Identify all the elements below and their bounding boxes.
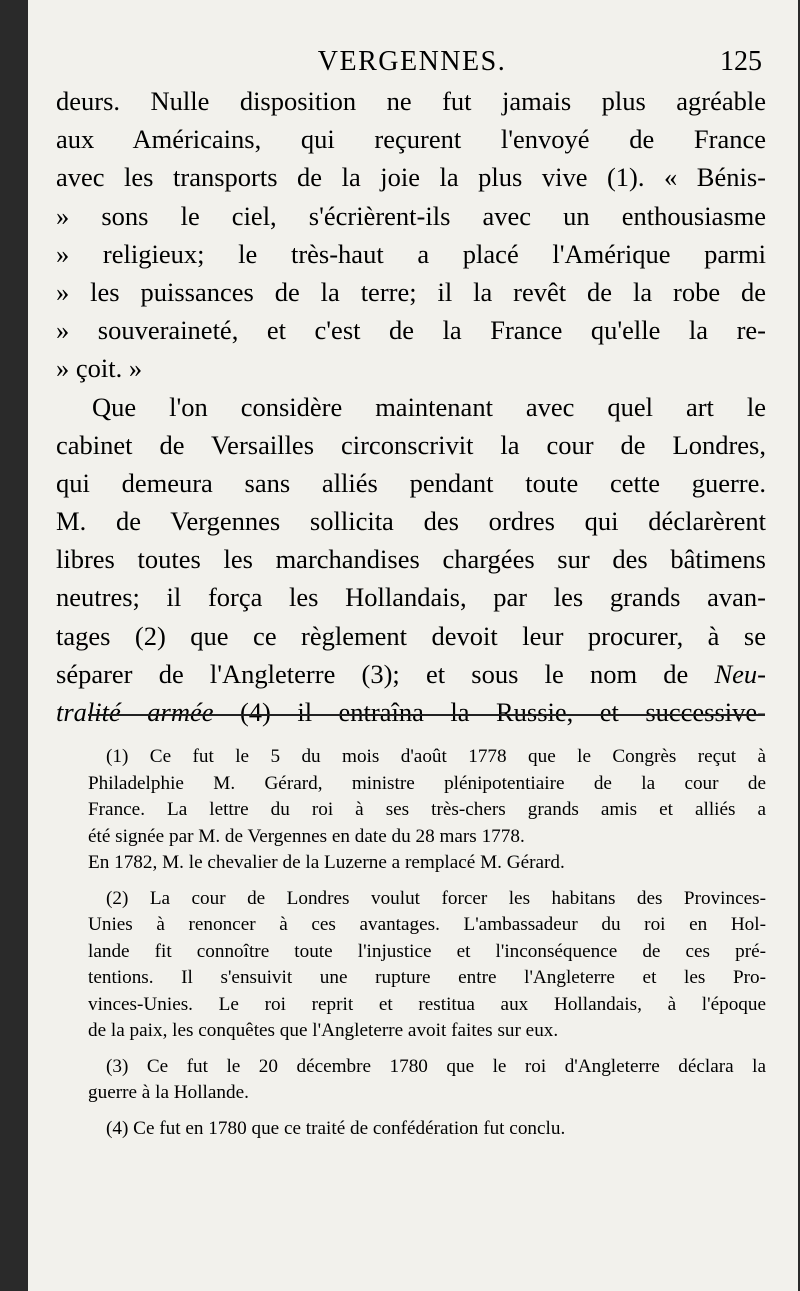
text-line: Que l'on considère maintenant avec quel art le xyxy=(92,391,766,422)
main-text xyxy=(56,82,766,731)
footnote-3 xyxy=(88,1054,766,1107)
footnote-line: (3) Ce fut le 20 décembre 1780 que le roi d'Angleterre déclara la xyxy=(106,1055,766,1077)
running-head-title: VERGENNES. xyxy=(317,46,507,77)
text-line: libres toutes les marchandises chargées sur des bâtimens xyxy=(56,544,766,575)
text-line: tages (2) que ce règlement devoit leur procurer, à se xyxy=(56,620,766,651)
text-line xyxy=(56,655,766,693)
footnote-line: France. La lettre du roi à ses très-chers grands amis et alliés a xyxy=(88,799,766,820)
footnote-4 xyxy=(88,1116,766,1143)
running-header xyxy=(56,46,768,80)
footnote-line: guerre à la Hollande. xyxy=(88,1082,249,1103)
text-line: » les puissances de la terre; il la revêt de la robe de xyxy=(56,276,766,307)
text-line: M. de Vergennes sollicita des ordres qui déclarèrent xyxy=(56,506,766,537)
footnote-line: tentions. Il s'ensuivit une rupture entre l'Angleterre et les Pro- xyxy=(88,967,766,988)
text-line: neutres; il força les Hollandais, par les grands avan- xyxy=(56,582,766,613)
italic-term: tralité armée xyxy=(56,697,214,727)
text-line xyxy=(56,693,766,731)
text-line: » religieux; le très-haut a placé l'Amérique parmi xyxy=(56,238,766,269)
footnote-line: vinces-Unies. Le roi reprit et restitua aux Hollandais, à l'époque xyxy=(88,993,766,1015)
footnote-line: (2) La cour de Londres voulut forcer les habitans des Provinces- xyxy=(106,887,766,909)
footnote-2 xyxy=(88,886,766,1045)
footnote-line: (1) Ce fut le 5 du mois d'août 1778 que le Congrès reçut à xyxy=(106,746,766,767)
footnote-line: été signée par M. de Vergennes en date du 28 mars 1778. xyxy=(88,825,525,847)
text-line: deurs. Nulle disposition ne fut jamais plus agréable xyxy=(56,86,766,116)
text-span: (4) il entraîna la Russie, et successive- xyxy=(213,697,767,727)
footnote-line: lande fit connoître toute l'injustice et l'inconséquence de ces pré- xyxy=(88,940,766,962)
footnote-line: Unies à renoncer à ces avantages. L'ambassadeur du roi en Hol- xyxy=(88,914,766,935)
text-line: » souveraineté, et c'est de la France qu'elle la re- xyxy=(56,315,766,346)
footnote-line: de la paix, les conquêtes que l'Angleterre avoit faites sur eux. xyxy=(88,1020,559,1041)
footnote-line: En 1782, M. le chevalier de la Luzerne a remplacé M. Gérard. xyxy=(88,852,565,873)
text-span: séparer de l'Angleterre (3); et sous le nom de xyxy=(56,658,715,689)
footnotes xyxy=(88,744,766,1151)
footnote-rule xyxy=(88,714,765,716)
page-number: 125 xyxy=(720,46,762,77)
text-line: qui demeura sans alliés pendant toute cette guerre. xyxy=(56,467,766,498)
footnote-line: (4) Ce fut en 1780 que ce traité de confédération fut conclu. xyxy=(106,1117,566,1139)
text-line: » çoit. » xyxy=(56,353,143,384)
footnote-line: Philadelphie M. Gérard, ministre plénipotentiaire de la cour de xyxy=(88,772,766,794)
text-line: aux Américains, qui reçurent l'envoyé de France xyxy=(56,124,766,155)
italic-term: Neu- xyxy=(714,658,766,689)
book-page xyxy=(28,0,798,1291)
text-line: » sons le ciel, s'écrièrent-ils avec un enthousiasme xyxy=(56,200,766,231)
text-line: avec les transports de la joie la plus vive (1). « Bénis- xyxy=(56,162,766,193)
footnote-1 xyxy=(88,744,766,877)
text-line: cabinet de Versailles circonscrivit la cour de Londres, xyxy=(56,429,766,460)
